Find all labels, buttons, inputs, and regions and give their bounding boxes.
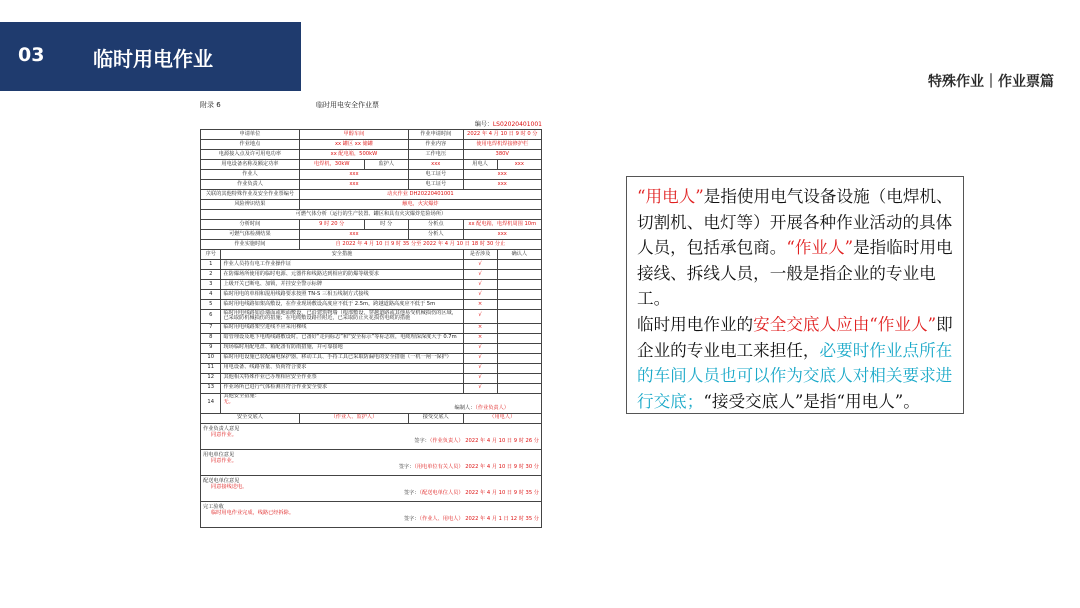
measure-row: 2 在防爆场所使用的临时电源、元器件和线路达到相应的防爆等级要求 √ bbox=[201, 270, 542, 280]
opinion-row: 配送电单位意见 同意接线送电。 签字：（配送电单位人员） 2022 年 4 月 10 日 9 时 35 分 bbox=[201, 475, 542, 501]
table-row: 安全交底人 （作业人、监护人） 接受交底人 （用电人） bbox=[201, 413, 542, 423]
table-header-row: 序号 安全措施 是否涉及 确认人 bbox=[201, 250, 542, 260]
callout-text: 是指使用电气设备设施（电焊机、切割机、电灯等）开展各种作业活动的具体人员，包括承包商。 bbox=[637, 187, 953, 258]
work-permit-ticket bbox=[196, 98, 546, 598]
opinion-row: 用电单位意见 同意作业。 签字：（用电单位有关人员） 2022 年 4 月 10 日 9 时 30 分 bbox=[201, 449, 542, 475]
measure-row: 3 上级开关已断电、加锁，并挂安全警示标牌 √ bbox=[201, 280, 542, 290]
measure-row: 9 现场临时用配电盘、箱配备有防雨措施，并可靠接地 √ bbox=[201, 343, 542, 353]
measure-row: 11 用电设备、线路容量、负荷符合要求 √ bbox=[201, 363, 542, 373]
table-row: 可燃气体检测结果 xxx 分析人 xxx bbox=[201, 230, 542, 240]
table-row: 用电设备名称及额定功率 电焊机，30kW 监护人 xxx 用电人 xxx bbox=[201, 160, 542, 170]
table-row: 作业地点 xx 罐区 xx 储罐 作业内容 使用电焊机焊接修护栏 bbox=[201, 140, 542, 150]
measure-row: 1 作业人员持有电工作业操作证 √ bbox=[201, 260, 542, 270]
table-row: 作业负责人 xxx 电工证号 xxx bbox=[201, 180, 542, 190]
ticket-title: 临时用电安全作业票 bbox=[316, 101, 379, 109]
ticket-number: 编号：LS02020401001 bbox=[474, 121, 542, 128]
callout-text: “接受交底人”是指“用电人”。 bbox=[703, 391, 920, 411]
measure-row: 6 临时用电线路如沿墙面或地面敷设，已沿建筑物墙（根部敷设，穿越道路或其他易受机械损伤的区域，已采取防机械损伤的措施；在电缆敷设路径附近，已采取防止火花损伤电缆的措施 √ bbox=[201, 310, 542, 324]
explanation-callout bbox=[626, 176, 964, 414]
table-row: 风险辨识结果 触电，火灾爆炸 bbox=[201, 200, 542, 210]
ticket-attachment: 附录 6 bbox=[200, 101, 221, 109]
table-row: 作业人 xxx 电工证号 xxx bbox=[201, 170, 542, 180]
table-row: 申请单位 甲醇车间 作业申请时间 2022 年 4 月 10 日 9 时 0 分 bbox=[201, 130, 542, 140]
callout-text: 是指临时用电接线、拆线人员，一般是指企业的专业电工。 bbox=[637, 238, 953, 309]
term-operator: “作业人” bbox=[786, 238, 854, 258]
measure-row: 7 临时用电线路架空进线不应采用裸线 × bbox=[201, 323, 542, 333]
callout-text: 即企业的专业电工来担任， bbox=[637, 314, 953, 360]
measure-row: 4 临时用电的单相和混用线路要求按照 TN-S 三相五线制方式接线 √ bbox=[201, 290, 542, 300]
measure-row: 8 暗管埋设及地下电缆线路敷设时，已备好“走向标志”和“安全标示”等标志桩，电缆埋深深度大于 0.7m × bbox=[201, 333, 542, 343]
measure-row: 12 其他相关特殊作业已办理相应安全作业票 √ bbox=[201, 373, 542, 383]
section-title: 临时用电作业 bbox=[93, 47, 213, 71]
table-row: 作业实施时间 自 2022 年 4 月 10 日 9 时 35 分至 2022 年 4 月 10 日 18 时 30 分止 bbox=[201, 240, 542, 250]
callout-highlight-cyan: 必要时作业点所在的车间人员也可以作为交底人对相关要求进行交底； bbox=[637, 340, 953, 411]
section-header bbox=[0, 22, 301, 91]
table-row: 电源接入点及许可用电功率 xx 配电箱，500kW 工作电压 380V bbox=[201, 150, 542, 160]
measure-row: 5 临时用电线路如架高敷设，在作业现场敷设高度应不低于 2.5m，跨越道路高度应不低于 5m × bbox=[201, 300, 542, 310]
table-row: 14 其他安全措施： 无。 编制人：（作业负责人） bbox=[201, 393, 542, 413]
callout-text: 临时用电作业的 bbox=[637, 314, 754, 334]
measure-row: 13 作业场所已进行气体检测且符合作业安全要求 √ bbox=[201, 383, 542, 393]
page-category: 特殊作业｜作业票篇 bbox=[928, 74, 1054, 90]
table-row: 可燃气体分析（运行的生产装置、罐区和具有火灾爆炸危险场所） bbox=[201, 210, 542, 220]
table-row: 关联的其他特殊作业及安全作业票编号 动火作业 DH20220401001 bbox=[201, 190, 542, 200]
ticket-table bbox=[200, 129, 542, 528]
opinion-row: 完工验收 临时用电作业完成，线路已经拆除。 签字：（作业人、用电人） 2022 年 4 月 1 日 12 时 35 分 bbox=[201, 501, 542, 527]
callout-highlight: 安全交底人应由“作业人” bbox=[753, 314, 937, 334]
opinion-row: 作业负责人意见 同意作业。 签字：（作业负责人） 2022 年 4 月 10 日 9 时 26 分 bbox=[201, 423, 542, 449]
table-row: 分析时间 9 时 20 分 时 分 分析点 xx 配电箱，电焊机周围 10m bbox=[201, 220, 542, 230]
measure-row: 10 临时用电设施已装配漏电保护器，移动工具、手持工具已采取防漏电的安全措施（一机一闸一保护） √ bbox=[201, 353, 542, 363]
term-electricity-user: “用电人” bbox=[637, 187, 704, 206]
section-number: 03 bbox=[18, 44, 45, 66]
